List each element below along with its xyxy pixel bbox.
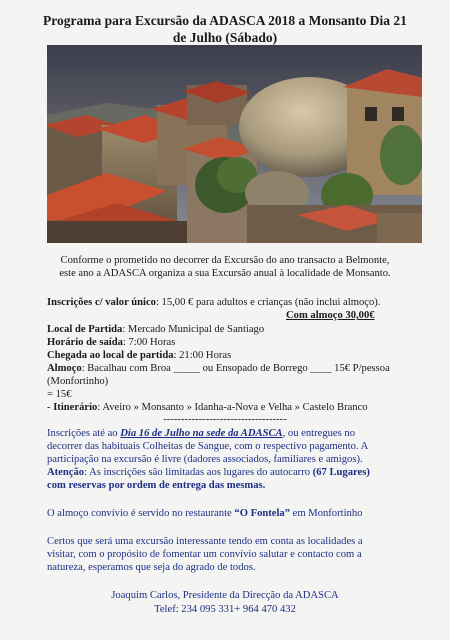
horario-label: Horário de saída: [47, 337, 123, 348]
photo-illustration: [47, 45, 422, 243]
deadline-date: Dia 16 de Julho na sede da ADASCA: [120, 428, 283, 439]
atencao-text: : As inscrições são limitadas aos lugares do autocarro: [84, 467, 313, 478]
chegada-line: [47, 349, 231, 362]
chegada-label: Chegada ao local de partida: [47, 350, 174, 361]
almoco-total: = 15€: [47, 389, 72, 400]
info-text-b: , ou entregues no: [282, 428, 355, 439]
inscricoes-text: : 15,00 € para adultos e crianças (não inclui almoço).: [155, 297, 381, 308]
closing-line-3: natureza, esperamos que seja do agrado de todos.: [47, 562, 256, 573]
chegada-value: : 21:00 Horas: [173, 350, 232, 361]
almoco-line: [47, 362, 390, 375]
horario-line: [47, 336, 175, 349]
info-line-3: participação na excursão é livre (dadores associados, familiares e amigos).: [47, 454, 363, 465]
signature-block: [40, 589, 410, 617]
restaurante-text-b: em Monfortinho: [290, 508, 363, 519]
info-text-a: Inscrições até ao: [47, 428, 121, 439]
intro-line-1: Conforme o prometido no decorrer da Excursão do ano transacto a Belmonte,: [60, 255, 390, 266]
horario-value: : 7:00 Horas: [122, 337, 176, 348]
com-almoco-price: Com almoço 30,00€: [286, 310, 375, 321]
title-line-2: de Julho (Sábado): [172, 30, 278, 45]
partida-label: Local de Partida: [47, 324, 123, 335]
signature-phone: Telef: 234 095 331+ 964 470 432: [154, 604, 296, 615]
closing-paragraph: [47, 535, 419, 574]
restaurante-line: [47, 507, 362, 520]
almoco-label: Almoço: [47, 363, 82, 374]
closing-line-1: Certos que será uma excursão interessante tendo em conta as localidades a: [47, 536, 363, 547]
itinerario-label: Itinerário: [53, 402, 98, 413]
monsanto-village-photo: [47, 45, 422, 243]
inscricoes-label: Inscrições c/ valor único: [47, 297, 156, 308]
almoco-location: (Monfortinho): [47, 376, 109, 387]
almoco-value: : Bacalhau com Broa _____ ou Ensopado de Borrego ____ 15€ P/pessoa: [81, 363, 390, 374]
intro-paragraph: [40, 254, 410, 280]
info-line-1: [47, 427, 419, 440]
page-title: [40, 12, 410, 46]
itinerario-value: : Aveiro » Monsanto » Idanha-a-Nova e Velha » Castelo Branco: [97, 402, 368, 413]
restaurante-text-a: O almoço convívio é servido no restaurante: [47, 508, 235, 519]
inscricoes-info-paragraph: [47, 427, 419, 492]
itinerario-dash: -: [47, 402, 54, 413]
section-divider: -----------------------------------: [163, 414, 287, 425]
reservas-line: com reservas por ordem de entrega das mesmas.: [47, 480, 266, 491]
info-line-2: decorrer das habituais Colheitas de Sangue, com o respectivo pagamento. A: [47, 441, 369, 452]
atencao-label: Atenção: [47, 467, 85, 478]
lugares-count: (67 Lugares): [312, 467, 370, 478]
inscricoes-line: [47, 296, 380, 309]
title-line-1: Programa para Excursão da ADASCA 2018 a Monsanto Dia 21: [43, 13, 407, 28]
intro-line-2: este ano a ADASCA organiza a sua Excursão anual à localidade de Monsanto.: [59, 268, 391, 279]
atencao-line: [47, 466, 419, 479]
partida-value: : Mercado Municipal de Santiago: [122, 324, 265, 335]
signature-name: Joaquim Carlos, Presidente da Direcção da ADASCA: [111, 590, 339, 601]
closing-line-2: visitar, com o propósito de fomentar um convívio salutar e contacto com a: [47, 549, 362, 560]
partida-line: [47, 323, 264, 336]
restaurante-name: “O Fontela”: [234, 508, 291, 519]
